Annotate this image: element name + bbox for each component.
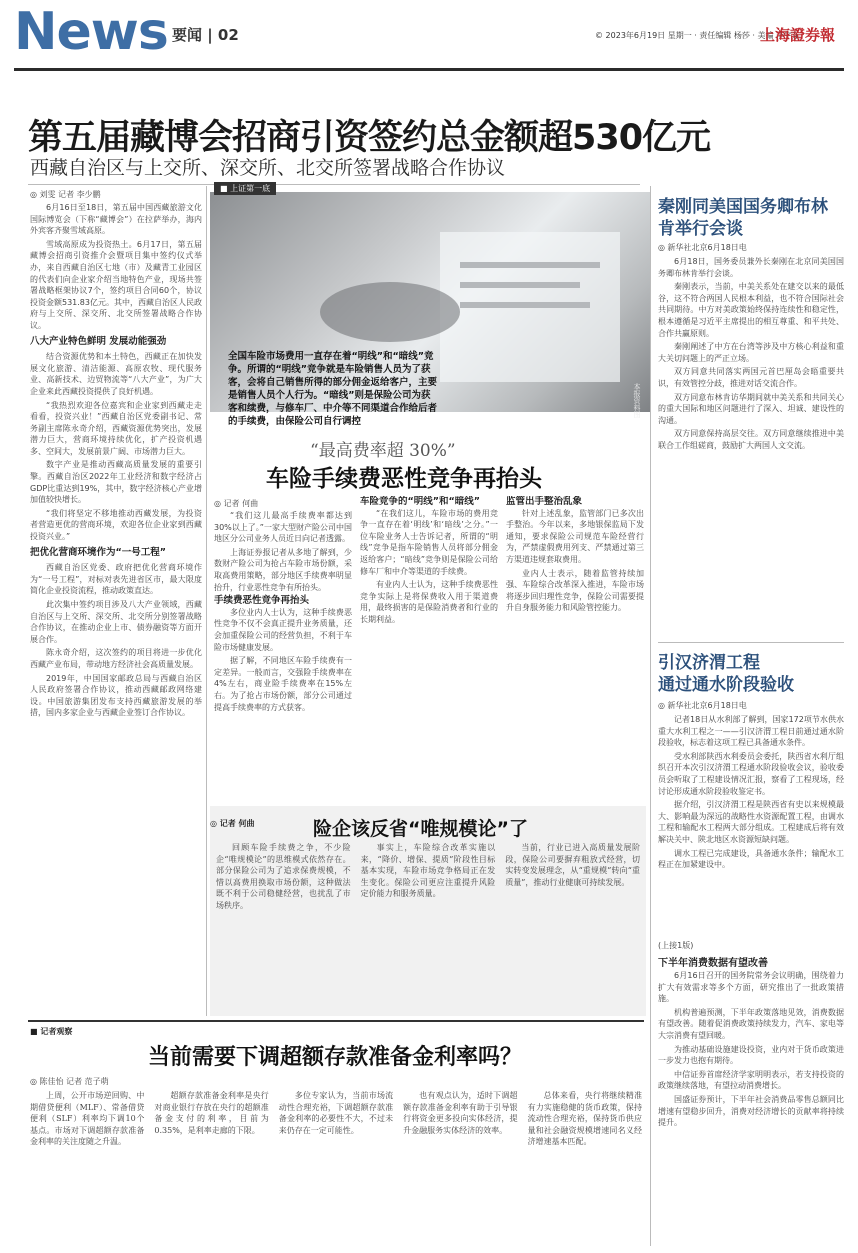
sidebar1-byline: ◎ 新华社北京6月18日电 [658, 243, 747, 252]
photo-tag: ■ 上证第一底 [214, 182, 276, 195]
insurance-col-3 [506, 496, 644, 790]
lead-paragraph: 雪域高原成为投资热土。6月17日，第五届藏博会招商引资推介会暨项目集中签约仪式举办，来自西藏自治区七地（市）及藏青工业园区的代表们向企业家介绍当地特色产业，现场共签署战略框架协议7个，签约项目合同60个，协议投资金额531.83亿元。其中，西藏自治区人民政府与上交所、深交所、北交所签署战略合作协议。 [30, 239, 202, 330]
pull-quote: “最高费率超 30%” [310, 441, 456, 461]
sidebar2-paragraph: 据介绍，引汉济渭工程是陕西省有史以来规模最大、影响最为深远的战略性水资源配置工程，由调水工程和输配水工程两大部分组成。工程建成后将有效解决关中、陕北地区水资源短缺问题。 [658, 800, 844, 844]
lead-paragraph: 2019年，中国国家邮政总局与西藏自治区人民政府签署合作协议，推动西藏邮政网络建设。中国旅游集团发布支持西藏旅游发展的举措，国内多家企业与西藏企业签订合作协议。 [30, 673, 202, 718]
sidebar1-title: 秦刚同美国国务卿布林肯举行会谈 [658, 197, 828, 239]
photo-credit: 本报资料图 [633, 383, 641, 418]
insurance-paragraph: “我们这儿最高手续费率都达到30%以上了。”一家大型财产险公司中国地区分公司业务人员近日向记者透露。 [214, 511, 352, 544]
commentary-paragraph: 当前，行业已进入高质量发展阶段，保险公司要摒弃粗放式经营，切实转变发展理念，从“重规模”转向“重质量”，推动行业健康可持续发展。 [505, 843, 640, 887]
sidebar1-body [658, 256, 844, 636]
lead-paragraph: “我们将坚定不移地推动西藏发展，为投资者营造更优的营商环境，欢迎各位企业家到西藏投资兴业。” [30, 508, 202, 542]
sidebar1-paragraph: 秦刚表示，当前，中美关系处在建交以来的最低谷，这不符合两国人民根本利益，也不符合国际社会共同期待。中方对美政策始终保持连续性和稳定性，根本遵循是习近平主席提出的相互尊重、和平共处、合作共赢原则。 [658, 282, 844, 338]
bottom-body [30, 1090, 642, 1240]
sidebar3-paragraph: 中信证券首席经济学家明明表示，若支持投资的政策继续落地，有望拉动消费增长。 [658, 1069, 844, 1091]
section-heading: 把优化营商环境作为“一号工程” [30, 546, 166, 558]
sidebar2-body [658, 714, 844, 934]
insurance-paragraph: 多位业内人士认为，这种手续费恶性竞争不仅不会真正提升业务质量，还会加重保险公司的经营负担，不利于车险市场健康发展。 [214, 607, 352, 652]
sidebar1-paragraph: 6月18日，国务委员兼外长秦刚在北京同美国国务卿布林肯举行会谈。 [658, 257, 844, 278]
bottom-section-label: ■ 记者观察 [30, 1027, 73, 1036]
lead-paragraph: 此次集中签约项目涉及八大产业领域，西藏自治区与上交所、深交所、北交所分别签署战略合作协议，在推动企业上市、债券融资等方面开展合作。 [30, 600, 202, 644]
column-divider [206, 186, 207, 1016]
photo-caption: 全国车险市场费用一直存在着“明线”和“暗线”竞争。所谓的“明线”竞争就是车险销售人员为了获客，会将自己销售所得的部分佣金返给客户，主要是销售人员个人行为。“暗线”则是保险公司为获客和续费，与修车厂、中介等不同渠道合作给后者的手续费，由保险公司自行调控 [228, 351, 438, 427]
insurance-paragraph: 针对上述乱象，监管部门已多次出手整治。今年以来，多地银保监局下发通知，要求保险公司规范车险经营行为，严禁虚假费用列支、严禁通过第三方渠道违规套取费用。 [506, 508, 644, 564]
sidebar3-paragraph: 机构普遍预测，下半年政策落地见效，消费数据有望改善。随着促消费政策持续发力，汽车、家电等大宗消费有望回暖。 [658, 1007, 844, 1040]
sidebar-divider [650, 186, 651, 1246]
hand-shape [320, 282, 460, 342]
sidebar1-paragraph: 双方同意共同落实两国元首巴厘岛会晤重要共识，有效管控分歧，推进对话交流合作。 [658, 367, 844, 388]
bottom-byline: ◎ 陈佳怡 记者 范子萌 [30, 1077, 109, 1086]
insurance-title: 车险手续费恶性竞争再抬头 [266, 466, 542, 492]
insurance-paragraph: “在我们这儿，车险市场的费用竞争一直存在着‘明线’和‘暗线’之分。”一位车险业务人士告诉记者，所谓的“明线”竞争是指车险销售人员将部分佣金返给客户；“暗线”竞争则是保险公司给修车厂和中介等渠道的手续费。 [360, 508, 498, 576]
section-heading: 八大产业特色鲜明 发展动能强劲 [30, 335, 167, 347]
sidebar3-body [658, 970, 844, 1245]
insurance-subhead: 监管出手整治乱象 [506, 496, 583, 507]
commentary-body [216, 842, 640, 1010]
commentary-title: 险企该反省“唯规模论”了 [313, 818, 528, 840]
bottom-paragraph: 超额存款准备金利率是央行对商业银行存放在央行的超额准备金支付的利率，目前为0.35%，是利率走廊的下限。 [154, 1091, 269, 1135]
lead-byline: ◎ 刘雯 记者 李少鹏 [30, 190, 101, 199]
insurance-paragraph: 据了解，不同地区车险手续费有一定差异。一般而言，交强险手续费率在4%左右，商业险手续费率在15%左右。为了抢占市场份额，部分公司通过提高手续费率的方式获客。 [214, 656, 352, 712]
document-line [460, 262, 600, 268]
commentary-paragraph: 回顾车险手续费之争，不少险企“唯规模论”的思维模式依然存在。部分保险公司为了追求保费规模，不惜以高费用换取市场份额，这种做法既不利于公司稳健经营，也扰乱了市场秩序。 [216, 843, 351, 910]
sidebar1-paragraph: 双方同意布林肯访华期间就中美关系和共同关心的重大国际和地区问题进行了深入、坦诚、建设性的沟通。 [658, 392, 844, 425]
document-line [460, 302, 590, 308]
commentary-paragraph: 事实上，车险综合改革实施以来，“降价、增保、提质”阶段性目标基本实现，车险市场竞争格局正在发生变化。保险公司更应注重提升风险定价能力和服务质量。 [360, 843, 496, 899]
issue-meta: © 2023年6月19日 星期一 · 责任编辑 杨莎 · 美编 李宇东 [595, 31, 801, 40]
lead-rule [28, 184, 640, 185]
bottom-rule [28, 1020, 644, 1022]
bottom-paragraph: 上周，公开市场逆回购、中期借贷便利（MLF）、常备借贷便利（SLF）利率均下调10个基点。市场对下调超额存款准备金利率的关注度随之升温。 [30, 1091, 145, 1147]
top-rule [14, 68, 844, 71]
insurance-subhead: 车险竞争的“明线”和“暗线” [360, 496, 480, 507]
sidebar2-paragraph: 记者18日从水利部了解到，国家172项节水供水重大水利工程之一——引汉济渭工程日前通过通水阶段验收，标志着这项工程已具备通水条件。 [658, 715, 844, 748]
insurance-col-2 [360, 496, 498, 790]
sidebar3-paragraph: 为推动基础设施建设投资，业内对于货币政策进一步发力也抱有期待。 [658, 1044, 844, 1066]
lead-paragraph: “我热烈欢迎各位嘉宾和企业家到西藏走走看看，投资兴业！”西藏自治区党委副书记、常务副主席陈永奇介绍，西藏资源优势突出，发展潜力巨大，营商环境持续优化，扩产投资机遇多、空间大，发展前景广阔、市场潜力巨大。 [30, 400, 202, 456]
masthead-brand: News [14, 2, 168, 62]
sidebar3-title: 下半年消费数据有望改善 [658, 958, 768, 969]
sidebar3-paragraph: 6月16日召开的国务院常务会议明确，围绕着力扩大有效需求等多个方面，研究推出了一批政策措施。 [658, 971, 844, 1004]
insurance-subhead: 手续费恶性竞争再抬头 [214, 595, 310, 607]
insurance-paragraph: 业内人士表示，随着监管持续加强、车险综合改革深入推进，车险市场将逐步回归理性竞争，保险公司需要提升自身服务能力和风险管控能力。 [506, 568, 644, 613]
sidebar2-title: 引汉济渭工程 通过通水阶段验收 [658, 653, 794, 695]
sidebar-rule [658, 642, 844, 643]
lead-paragraph: 6月16日至18日，第五届中国西藏旅游文化国际博览会（下称“藏博会”）在拉萨举办，海内外宾客齐聚雪域高原。 [30, 203, 202, 236]
lead-headline: 第五届藏博会招商引资签约总金额超530亿元 [28, 118, 711, 158]
commentary-byline: ◎ 记者 何曲 [210, 819, 255, 828]
bottom-paragraph: 多位专家认为，当前市场流动性合理充裕，下调超额存款准备金利率的必要性不大，不过未来仍存在一定可能性。 [278, 1091, 394, 1135]
paper-logo: 上海證券報 [760, 26, 836, 44]
lead-paragraph: 数字产业是推动西藏高质量发展的重要引擎。西藏自治区2022年工业经济和数字经济占GDP比重达到19%，其中，数字经济核心产业增加值较快增长。 [30, 460, 202, 505]
lead-paragraph: 结合资源优势和本土特色，西藏正在加快发展文化旅游、清洁能源、高原农牧、现代服务业、高新技术、边贸物流等“八大产业”，为广大企业来此西藏投资提供了良好机遇。 [30, 352, 202, 396]
insurance-col-1 [214, 510, 352, 790]
bottom-paragraph: 也有观点认为，适时下调超额存款准备金利率有助于引导银行将资金更多投向实体经济，提升金融服务实体经济的效率。 [403, 1091, 518, 1135]
insurance-paragraph: 上海证券报记者从多地了解到，少数财产险公司为抢占车险市场份额，采取高费用策略，部分地区手续费率明显抬升，行业恶性竞争有所抬头。 [214, 547, 352, 592]
lead-subhead: 西藏自治区与上交所、深交所、北交所签署战略合作协议 [30, 157, 506, 179]
insurance-byline: ◎ 记者 何曲 [214, 499, 259, 508]
sidebar2-byline: ◎ 新华社北京6月18日电 [658, 701, 747, 710]
lead-body [30, 202, 202, 1007]
lead-paragraph: 西藏自治区党委、政府把优化营商环境作为“一号工程”，对标对表先进省区市，最大限度简化企业投资流程，推动政策直达。 [30, 563, 202, 596]
section-label: 要闻 | 02 [172, 26, 239, 44]
sidebar1-paragraph: 双方同意保持高层交往。双方同意继续推进中美联合工作组磋商，鼓励扩大两国人文交流。 [658, 429, 844, 450]
sidebar2-paragraph: 受水利部陕西水利委员会委托，陕西省水利厅组织召开本次引汉济渭工程通水阶段验收会议，验收委员会听取了工程建设情况汇报，察看了工程现场，经讨论形成通水阶段验收鉴定书。 [658, 751, 844, 796]
bottom-paragraph: 总体来看，央行将继续精准有力实施稳健的货币政策，保持流动性合理充裕，保持货币供应量和社会融资规模增速同名义经济增速基本匹配。 [527, 1091, 642, 1147]
sidebar2-paragraph: 调水工程已完成建设，具备通水条件；输配水工程正在加紧建设中。 [658, 848, 844, 870]
insurance-paragraph: 有业内人士认为，这种手续费恶性竞争实际上是将保费收入用于渠道费用，最终损害的是保险消费者和行业的长期利益。 [360, 580, 498, 624]
sidebar1-paragraph: 秦刚阐述了中方在台湾等涉及中方核心利益和重大关切问题上的严正立场。 [658, 342, 844, 363]
sidebar3-paragraph: 国盛证券预计，下半年社会消费品零售总额同比增速有望稳步回升，消费对经济增长的贡献率将持续提升。 [658, 1094, 844, 1128]
document-line [460, 282, 580, 288]
bottom-title: 当前需要下调超额存款准备金利率吗？ [148, 1045, 523, 1070]
sidebar3-label: (上接1版) [658, 941, 694, 950]
lead-paragraph: 陈永奇介绍，这次签约的项目将进一步优化西藏产业布局，带动地方经济社会高质量发展。 [30, 648, 202, 669]
